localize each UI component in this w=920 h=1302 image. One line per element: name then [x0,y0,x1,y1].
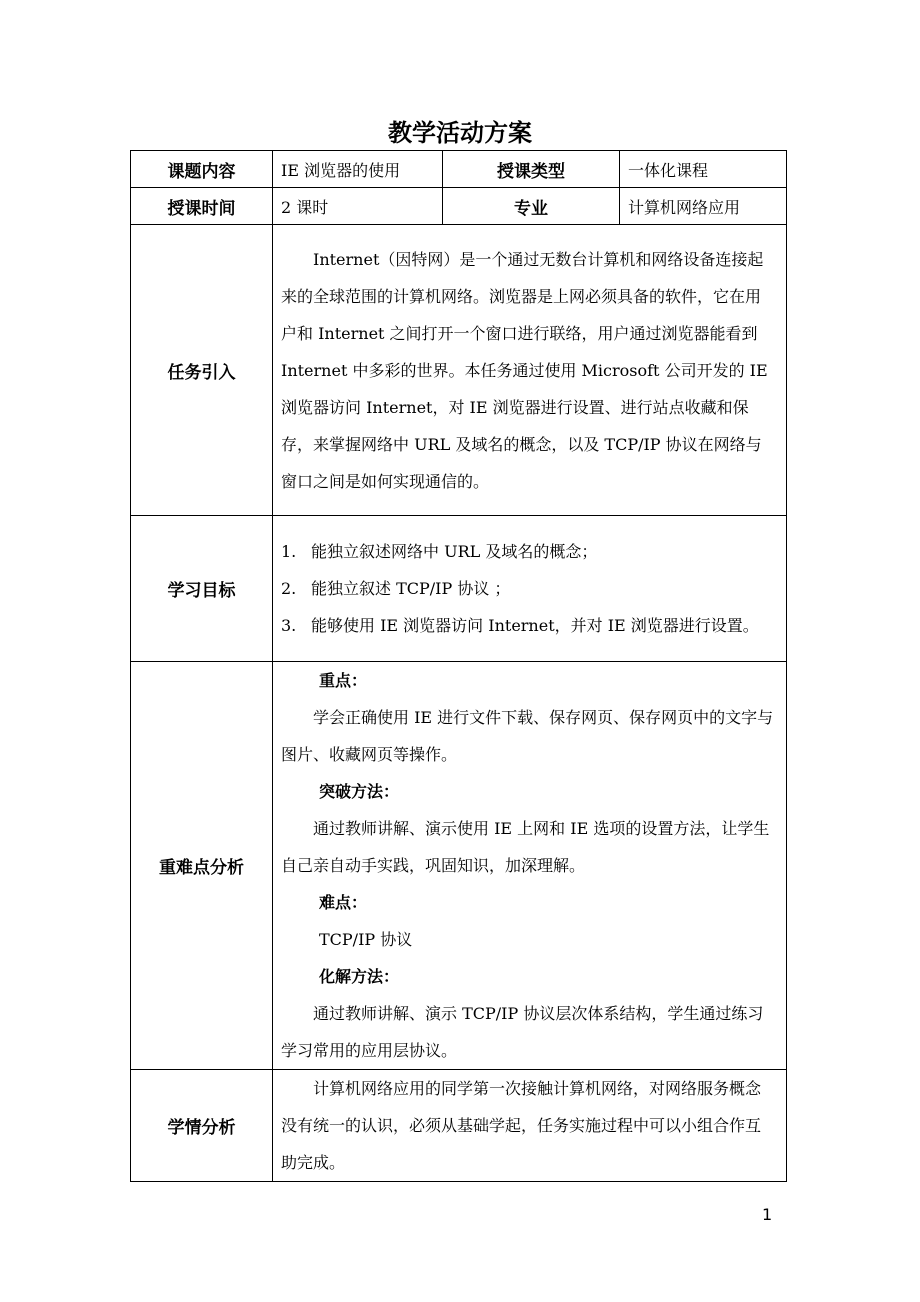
analysis-label: 重难点分析 [131,662,273,1070]
plan-table [130,150,787,1182]
table-row [131,516,787,662]
goal-text: 能独立叙述 TCP/IP 协议 ； [311,579,511,598]
document-title: 教学活动方案 [388,119,532,147]
table-row [131,151,787,188]
learner-cell [273,1070,787,1182]
intro-cell [273,225,787,516]
breakthrough-text: 通过教师讲解、演示使用 IE 上网和 IE 选项的设置方法，让学生自己亲自动手实践，巩固知识，加深理解。 [281,819,770,875]
goal-text: 能独立叙述网络中 URL 及域名的概念； [311,542,598,561]
topic-label: 课题内容 [131,151,273,188]
intro-text: Internet（因特网）是一个通过无数台计算机和网络设备连接起来的全球范围的计算机网络。浏览器是上网必须具备的软件，它在用户和 Internet 之间打开一个窗口进行联络，用户通过浏览器能看到 Internet 中多彩的世界。本任务通过使用 Microsoft 公司开发的 IE 浏览器访问 Internet，对 IE 浏览器进行设置、进行站点收藏和保存，来掌握网络中 URL 及域名的概念，以及 TCP/IP 协议在网络与窗口之间是如何实现通信的。 [281,249,768,491]
topic-value: IE 浏览器的使用 [273,151,443,188]
goal-text: 能够使用 IE 浏览器访问 Internet，并对 IE 浏览器进行设置。 [311,616,759,635]
table-row [131,225,787,516]
type-label: 授课类型 [443,151,620,188]
difficulty-text: TCP/IP 协议 [319,930,413,949]
goal-number: 3. [281,616,297,635]
intro-label: 任务引入 [131,225,273,516]
learner-text: 计算机网络应用的同学第一次接触计算机网络，对网络服务概念没有统一的认识，必须从基础学起，任务实施过程中可以小组合作互助完成。 [281,1079,762,1172]
analysis-cell [273,662,787,1070]
key-point-heading: 重点： [319,671,368,690]
goals-label: 学习目标 [131,516,273,662]
goal-number: 1. [281,542,297,561]
key-point-text: 学会正确使用 IE 进行文件下载、保存网页、保存网页中的文字与图片、收藏网页等操作。 [281,708,774,764]
solution-text: 通过教师讲解、演示 TCP/IP 协议层次体系结构，学生通过练习学习常用的应用层协议。 [281,1004,764,1060]
goal-number: 2. [281,579,297,598]
learner-label: 学情分析 [131,1070,273,1182]
hours-label: 授课时间 [131,188,273,225]
table-row [131,662,787,1070]
page-number: 1 [762,1205,773,1224]
goals-cell [273,516,787,662]
goals-list [273,533,786,644]
list-item [281,570,776,607]
solution-heading: 化解方法： [319,967,400,986]
table-row [131,1070,787,1182]
major-label: 专业 [443,188,620,225]
hours-value: 2 课时 [273,188,443,225]
breakthrough-heading: 突破方法： [319,782,400,801]
difficulty-heading: 难点： [319,893,368,912]
major-value: 计算机网络应用 [620,188,787,225]
list-item [281,533,776,570]
list-item [281,607,776,644]
type-value: 一体化课程 [620,151,787,188]
table-row [131,188,787,225]
